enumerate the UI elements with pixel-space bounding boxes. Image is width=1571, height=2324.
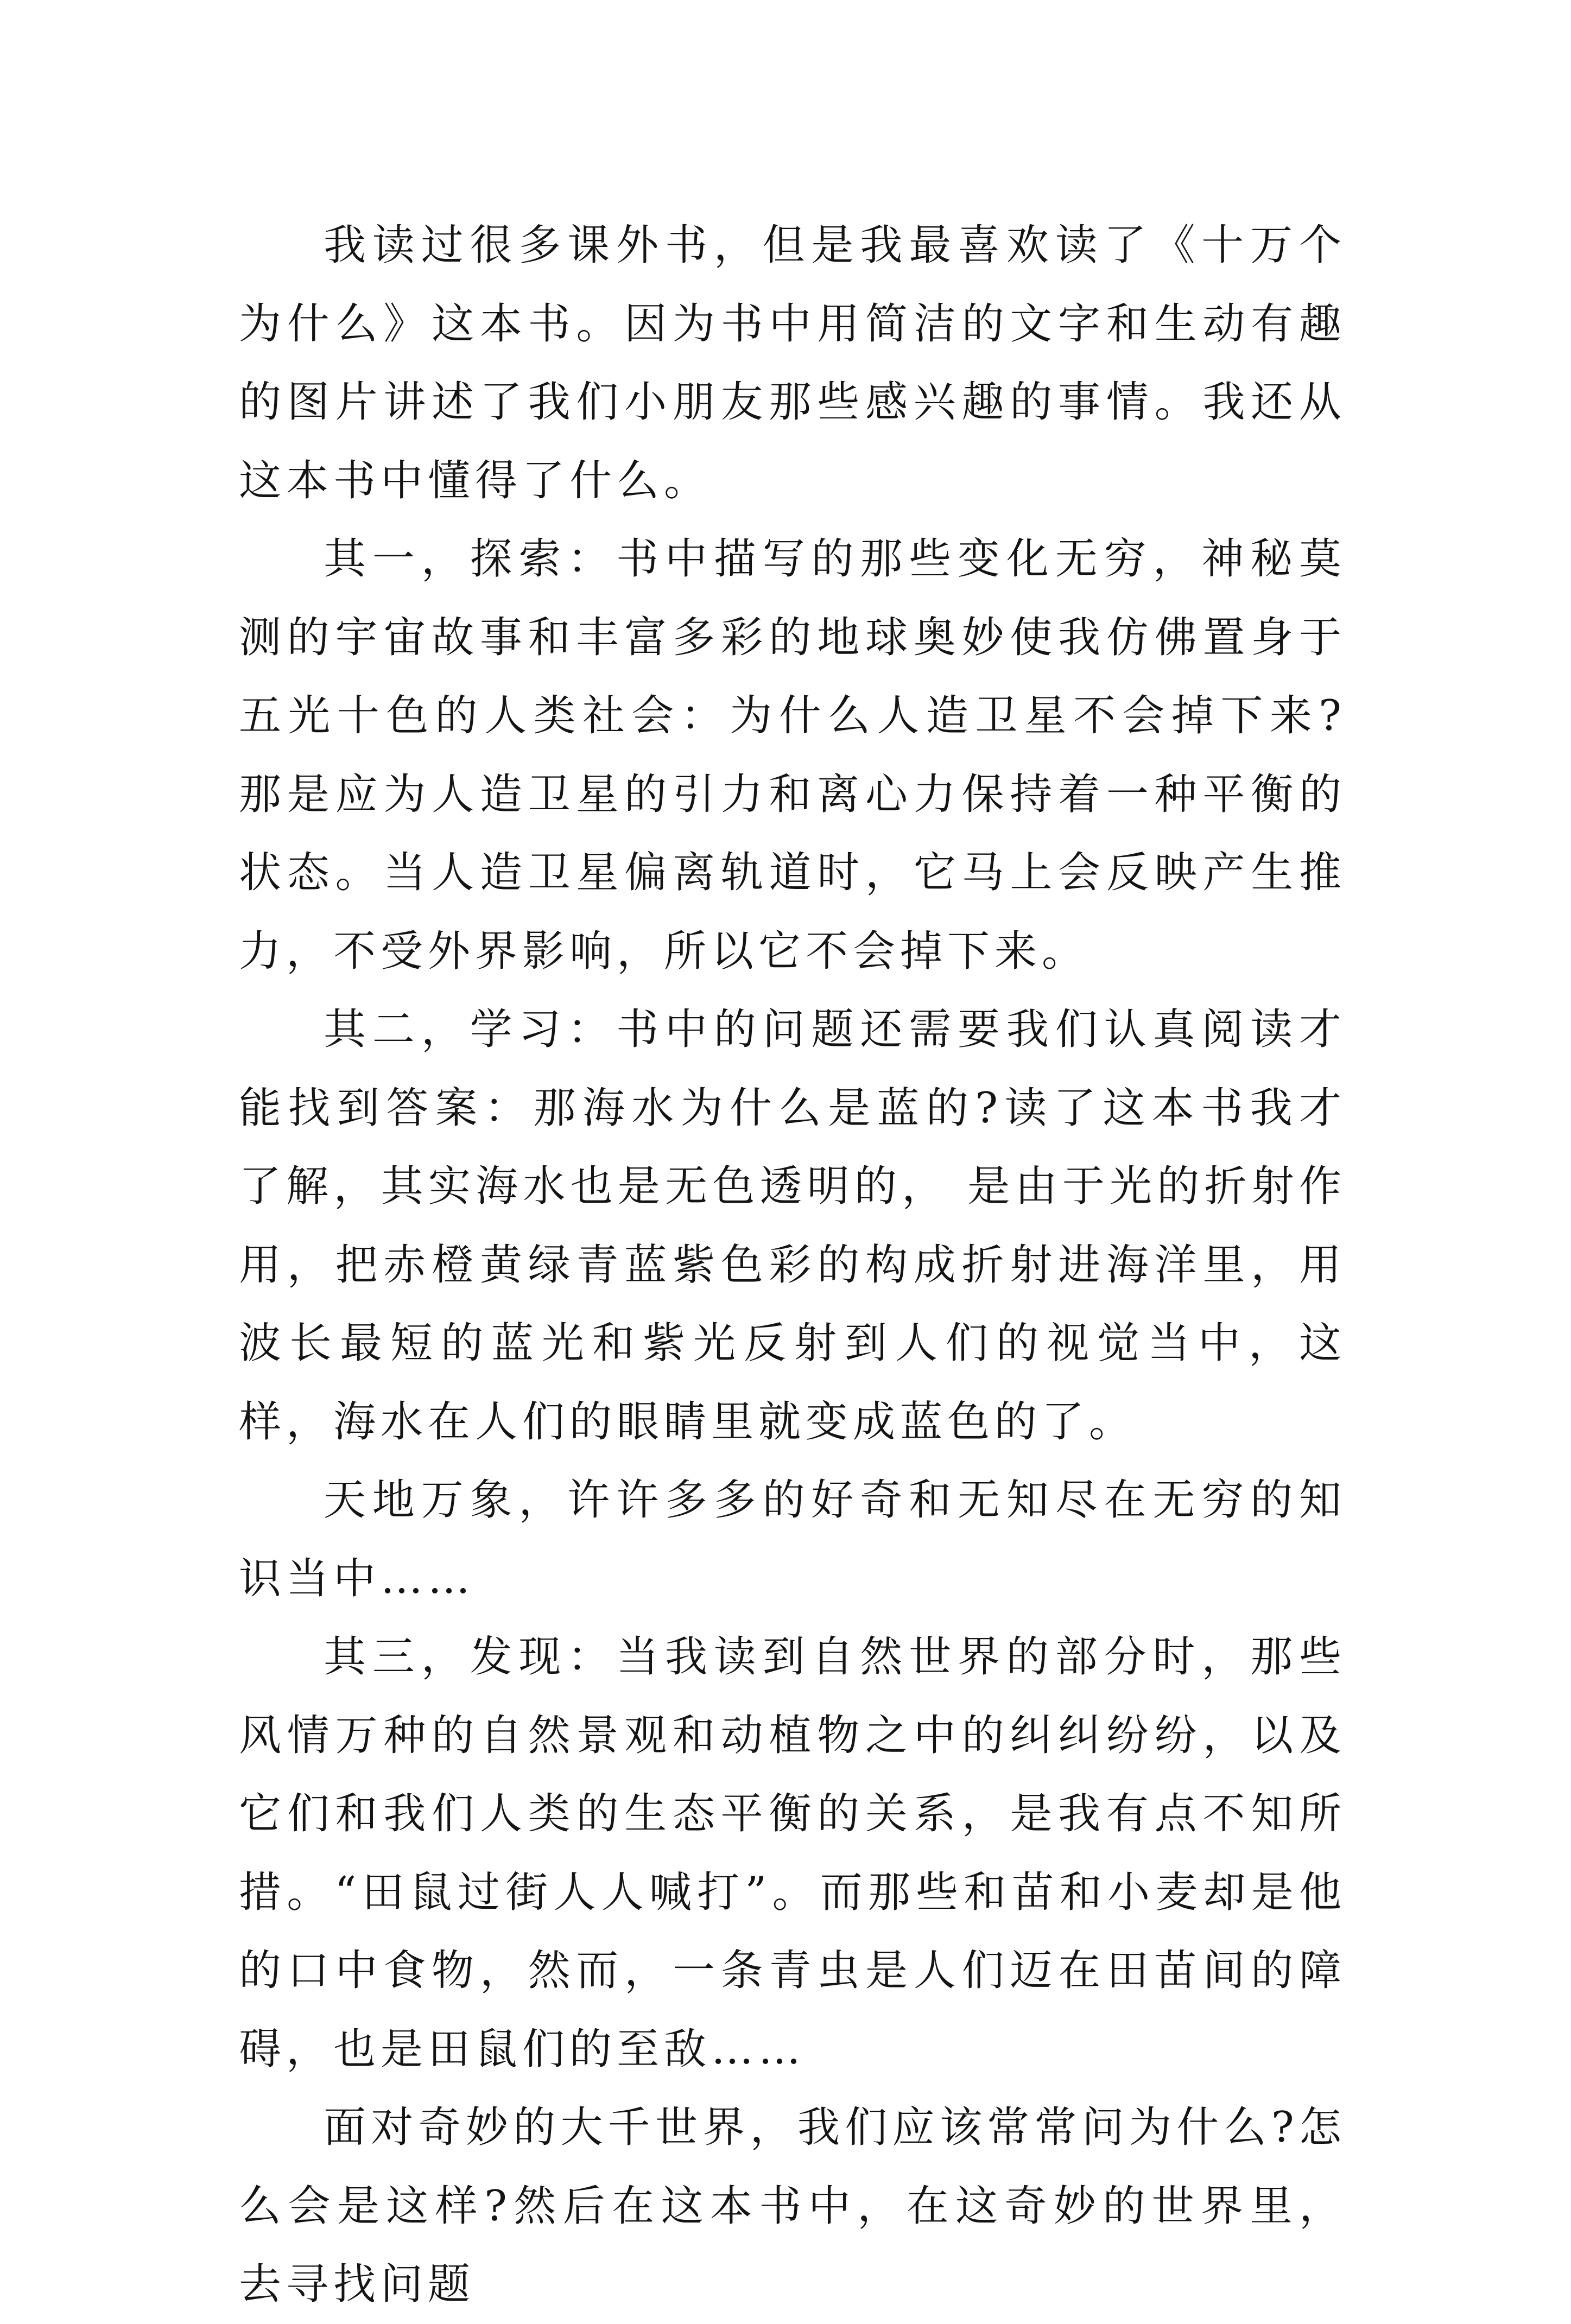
paragraph-intro: 我读过很多课外书，但是我最喜欢读了《十万个为什么》这本书。因为书中用简洁的文字和生动有趣的图片讲述了我们小朋友那些感兴趣的事情。我还从这本书中懂得了什么。: [239, 221, 1346, 505]
paragraph-conclusion: 面对奇妙的大千世界，我们应该常常问为什么?怎么会是这样?然后在这本书中，在这奇妙的世界里，去寻找问题: [239, 2103, 1346, 2309]
paragraph-discover: 其三，发现：当我读到自然世界的部分时，那些风情万种的自然景观和动植物之中的纠纠纷纷，以及它们和我们人类的生态平衡的关系，是我有点不知所措。“田鼠过街人人喊打”。而那些和苗和小麦却是他的口中食物，然而，一条青虫是人们迈在田苗间的障碍，也是田鼠们的至敌……: [239, 1633, 1346, 2074]
paragraph-learn: 其二，学习：书中的问题还需要我们认真阅读才能找到答案：那海水为什么是蓝的?读了这本书我才了解，其实海水也是无色透明的， 是由于光的折射作用，把赤橙黄绿青蓝紫色彩的构成折射进海洋里，用波长最短的蓝光和紫光反射到人们的视觉当中，这样，海水在人们的眼睛里就变成蓝色的了。: [239, 1005, 1346, 1446]
paragraph-explore: 其一，探索：书中描写的那些变化无穷，神秘莫测的宇宙故事和丰富多彩的地球奥妙使我仿佛置身于五光十色的人类社会：为什么人造卫星不会掉下来?那是应为人造卫星的引力和离心力保持着一种平衡的状态。当人造卫星偏离轨道时，它马上会反映产生推力，不受外界影响，所以它不会掉下来。: [239, 535, 1346, 976]
paragraph-knowledge: 天地万象，许许多多的好奇和无知尽在无穷的知识当中……: [239, 1476, 1346, 1603]
document-body: [239, 206, 1346, 2324]
